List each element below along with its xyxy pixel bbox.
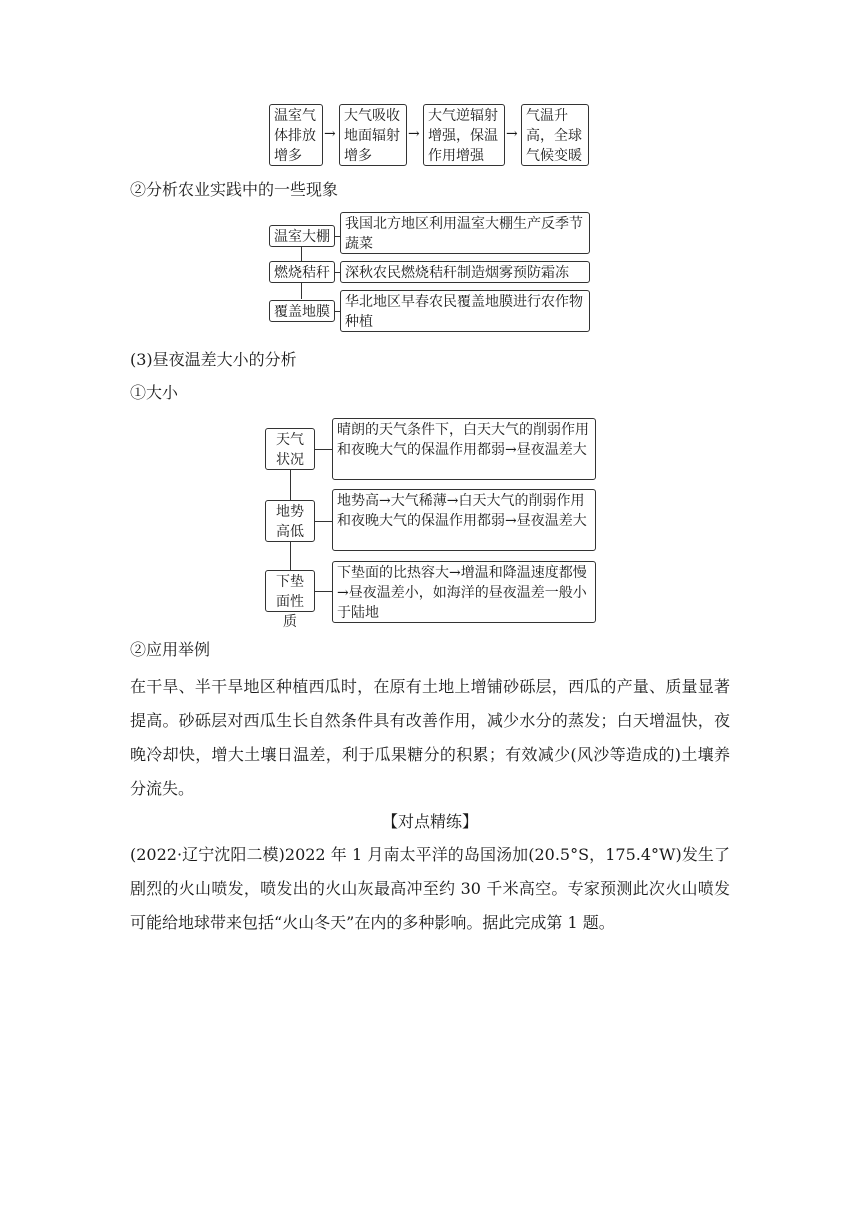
heading-magnitude: ①大小 [130, 383, 179, 402]
agri-detail-mulch: 华北地区早春农民覆盖地膜进行农作物种植 [340, 290, 590, 332]
diurnal-label-weather: 天气状况 [265, 428, 315, 470]
agri-label-mulch: 覆盖地膜 [269, 300, 335, 322]
diurnal-label-surface: 下垫面性质 [265, 570, 315, 612]
diurnal-detail-surface: 下垫面的比热容大→增温和降温速度都慢→昼夜温差小，如海洋的昼夜温差一般小于陆地 [332, 561, 596, 623]
flow-box-1: 温室气体排放增多 [269, 104, 323, 166]
heading-diurnal-range: (3)昼夜温差大小的分析 [130, 350, 297, 369]
tree-branch [315, 449, 332, 450]
agri-detail-burning: 深秋农民燃烧秸秆制造烟雾预防霜冻 [340, 261, 590, 283]
agri-detail-greenhouse: 我国北方地区利用温室大棚生产反季节蔬菜 [340, 212, 590, 254]
diurnal-label-elevation: 地势高低 [265, 500, 315, 542]
arrow-right-icon: → [324, 126, 336, 142]
heading-application: ②应用举例 [130, 640, 211, 659]
agri-label-burning: 燃烧秸秆 [269, 261, 335, 283]
exercise-paragraph: (2022·辽宁沈阳二模)2022 年 1 月南太平洋的岛国汤加(20.5°S，175.4°W)发生了剧烈的火山喷发，喷发出的火山灰最高冲至约 30 千米高空。专家预测此次火山喷发可能给地球带来包括“火山冬天”在内的多种影响。据此完成第 1 题。 [130, 845, 730, 932]
arrow-right-icon: → [506, 126, 518, 142]
flow-box-3: 大气逆辐射增强，保温作用增强 [423, 104, 505, 166]
heading-agriculture: ②分析农业实践中的一些现象 [130, 180, 339, 199]
flow-box-2: 大气吸收地面辐射增多 [339, 104, 407, 166]
example-paragraph: 在干旱、半干旱地区种植西瓜时，在原有土地上增铺砂砾层，西瓜的产量、质量显著提高。砂砾层对西瓜生长自然条件具有改善作用，减少水分的蒸发；白天增温快，夜晚冷却快，增大土壤日温差，利于瓜果糖分的积累；有效减少(风沙等造成的)土壤养分流失。 [130, 677, 730, 798]
diurnal-detail-weather: 晴朗的天气条件下，白天大气的削弱作用和夜晚大气的保温作用都弱→昼夜温差大 [332, 418, 596, 480]
tree-branch [315, 591, 332, 592]
diurnal-detail-elevation: 地势高→大气稀薄→白天大气的削弱作用和夜晚大气的保温作用都弱→昼夜温差大 [332, 489, 596, 551]
section-title: 【对点精练】 [381, 812, 478, 831]
agri-label-greenhouse: 温室大棚 [269, 225, 335, 247]
arrow-right-icon: → [408, 126, 420, 142]
tree-branch [315, 521, 332, 522]
flow-box-4: 气温升高，全球气候变暖 [521, 104, 589, 166]
